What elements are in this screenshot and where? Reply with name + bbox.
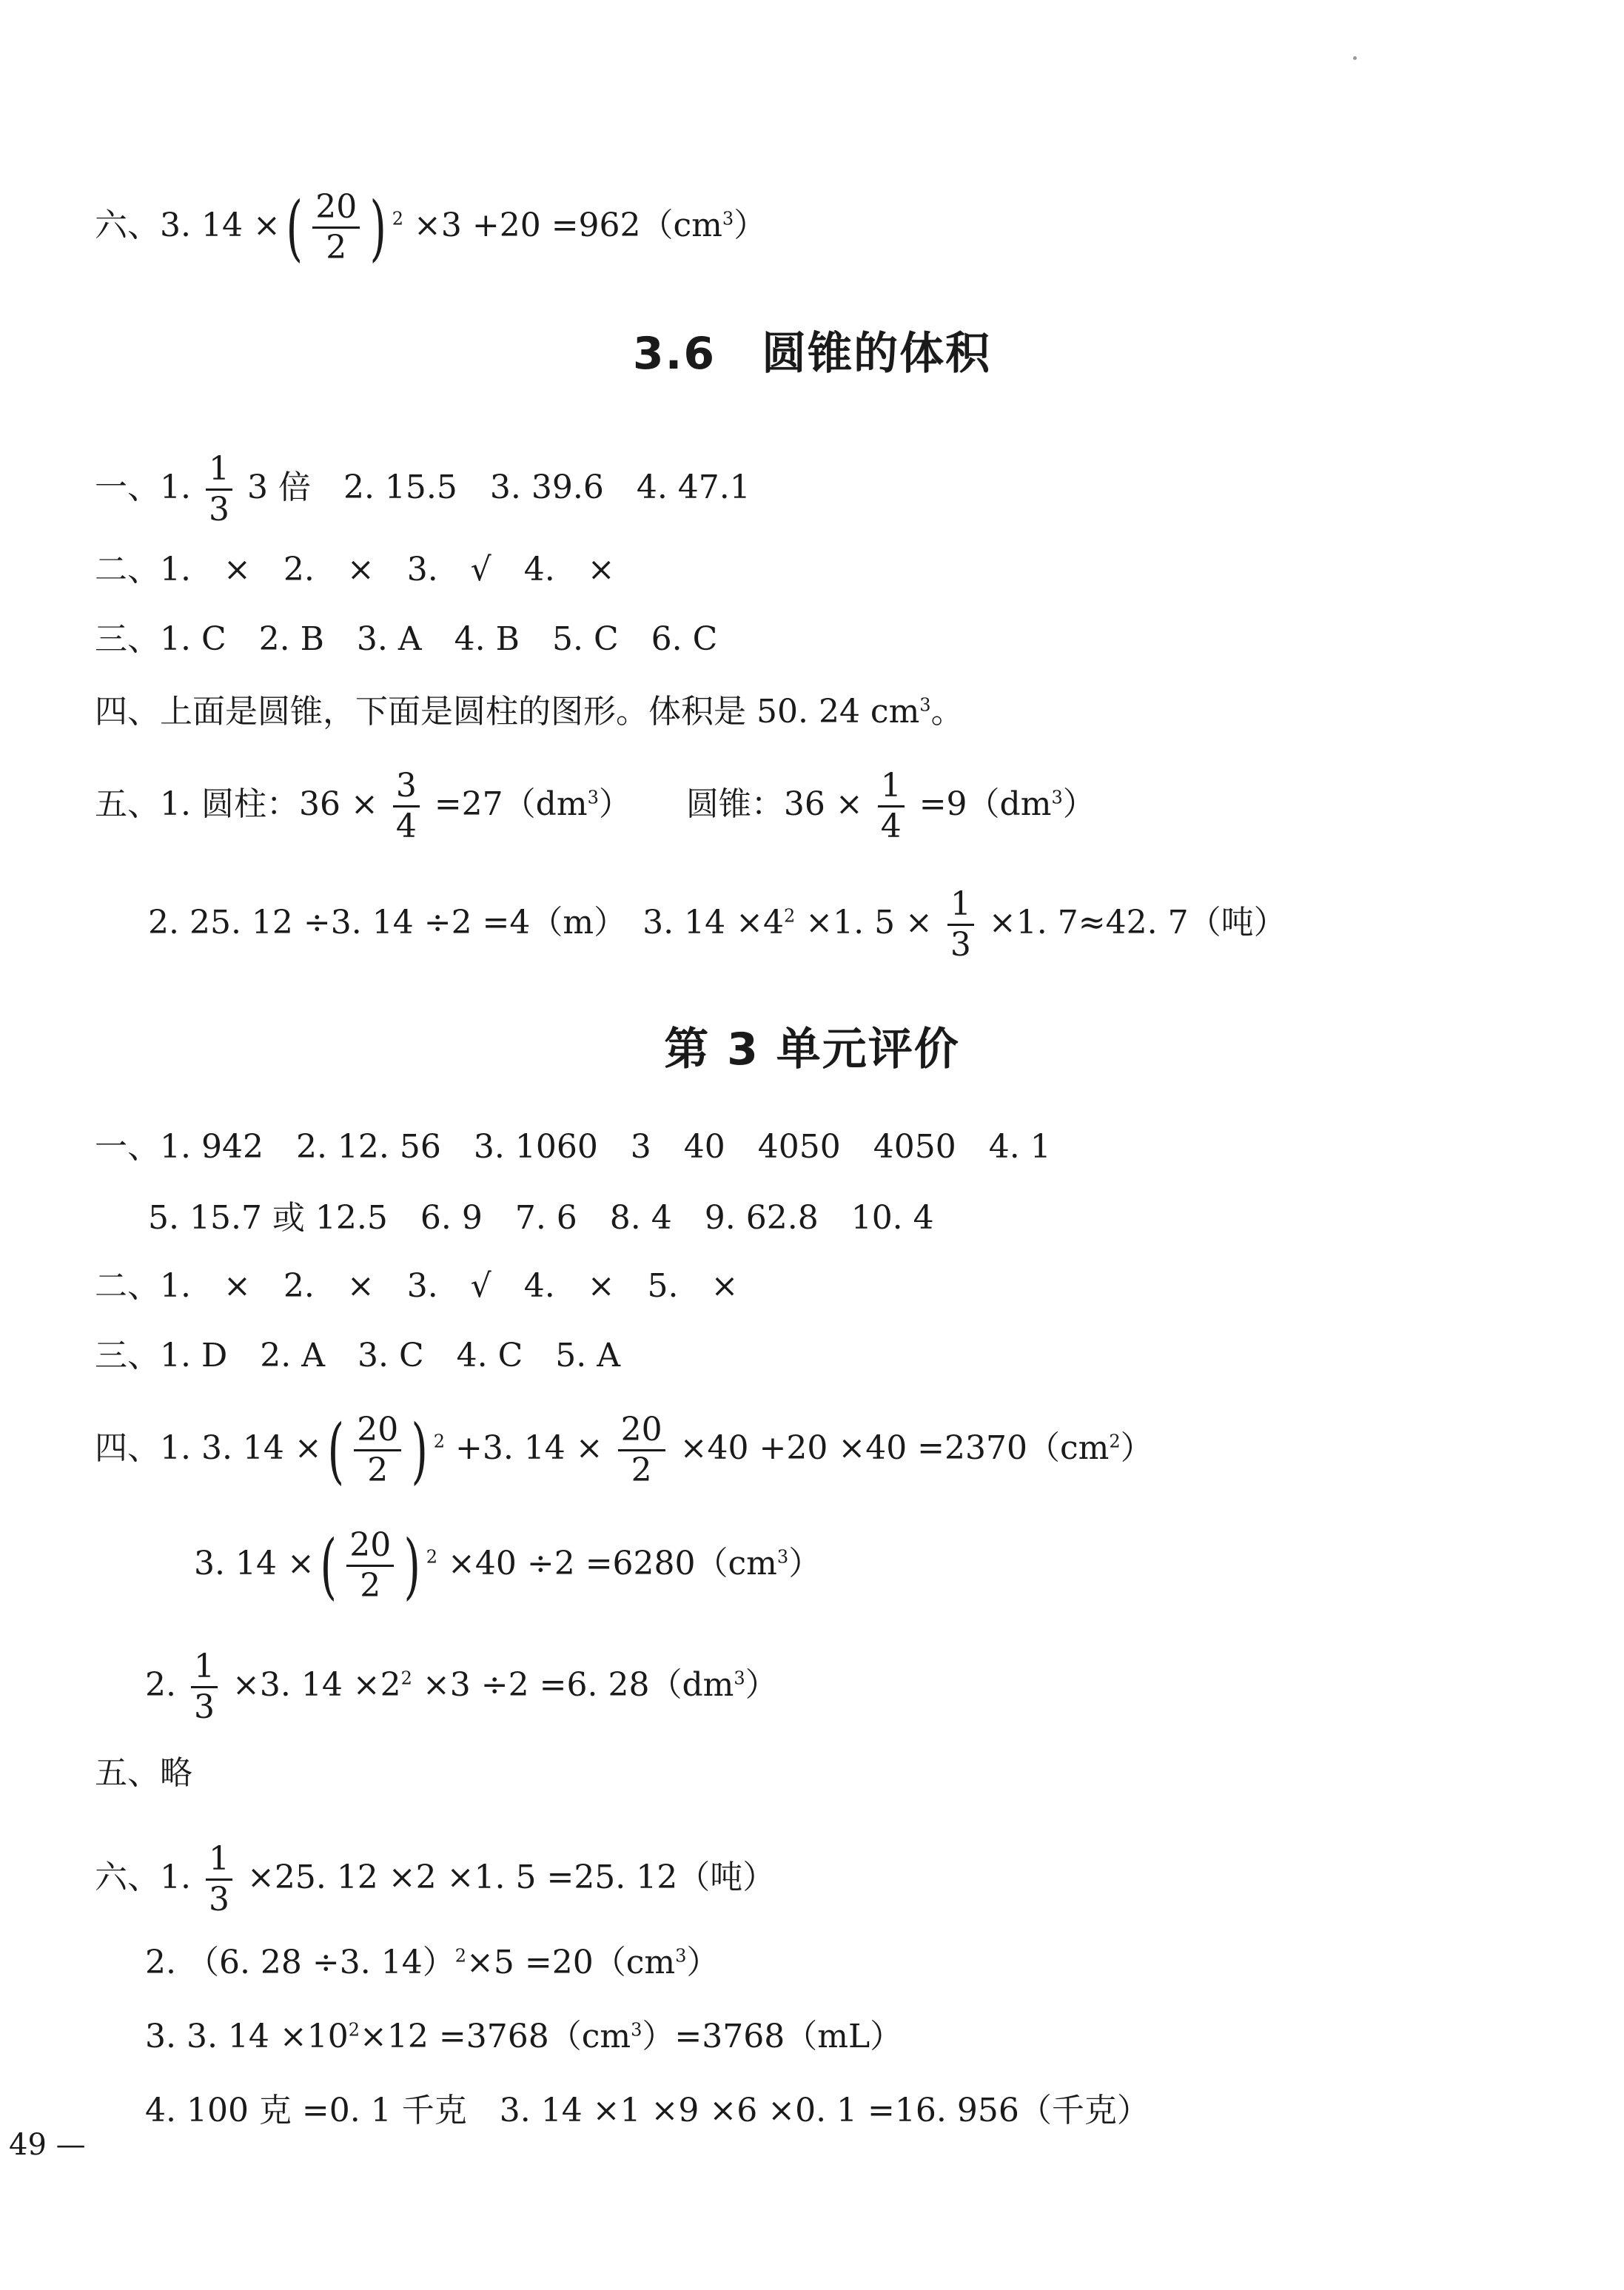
fraction: $\frac{3}{4}$ bbox=[393, 770, 420, 843]
fraction: $\frac{20}{2}$ bbox=[618, 1414, 665, 1487]
s1-line-2: 二、1. × 2. × 3. √ 4. × bbox=[95, 551, 615, 588]
fraction: $\frac{1}{3}$ bbox=[947, 888, 974, 961]
fraction: $\frac{20}{2}$ bbox=[312, 191, 360, 264]
s1-line-1: 一、1. $\frac{1}{3}$ 3 倍 2. 15.5 3. 39.6 4. 47.1 bbox=[95, 450, 751, 528]
s1-line-4: 四、上面是圆锥，下面是圆柱的图形。体积是 50. 24 $cm^3$。 bbox=[95, 693, 964, 731]
s1-line-6: 2. 25. 12 ÷3. 14 ÷2 =4（m） 3. $14 \times 4^2 \times 1$. 5 × $\frac{1}{3}$ ×1. 7≈42. 7（吨） bbox=[148, 885, 1286, 964]
s2-line-8: 五、略 bbox=[95, 1754, 192, 1792]
s2-line-2: 5. 15.7 或 12.5 6. 9 7. 6 8. 4 9. 62.8 10. 4 bbox=[148, 1199, 934, 1237]
fraction: $\frac{20}{2}$ bbox=[354, 1414, 401, 1487]
s2-line-4: 三、1. D 2. A 3. C 4. C 5. A bbox=[95, 1337, 620, 1374]
s2-line-5: 四、1. 3. 14 ×( $\frac{20}{2}$ ) $^2$ +3. 14 × $\frac{20}{2}$ $\times 40 +20 \times 40 =2370(cm^2)$ bbox=[95, 1408, 1153, 1492]
section-title-cone-volume: 3.6 圆锥的体积 bbox=[632, 328, 992, 380]
s2-line-11: 3. 3. $14 \times 10^2\times 12 =3768(cm^3)=3768(mL)$ bbox=[145, 2018, 903, 2055]
page-number: 49 — bbox=[9, 2128, 86, 2162]
fraction: $\frac{1}{4}$ bbox=[878, 770, 905, 843]
s2-line-1: 一、1. 942 2. 12. 56 3. 1060 3 40 4050 4050 4. 1 bbox=[95, 1128, 1051, 1166]
s2-line-12: 4. 100 克 =0. 1 千克 3. 14 ×1 ×9 ×6 ×0. 1 =16. 956（千克） bbox=[145, 2092, 1150, 2129]
fraction: $\frac{20}{2}$ bbox=[346, 1529, 394, 1602]
s1-line-5: 五、1. 圆柱：36 × $\frac{3}{4}$ $=27(dm^3)$ 圆锥：36 × $\frac{1}{4}$ $=9(dm^3)$ bbox=[95, 767, 1095, 845]
s2-line-10: 2. （6. 28 ÷3. $14)^2\times 5 =20(cm^3)$ bbox=[145, 1944, 719, 1981]
s2-line-3: 二、1. × 2. × 3. √ 4. × 5. × bbox=[95, 1267, 739, 1305]
fraction: $\frac{1}{3}$ bbox=[206, 1843, 232, 1916]
fraction: $\frac{1}{3}$ bbox=[206, 453, 232, 526]
s2-line-9: 六、1. $\frac{1}{3}$ ×25. 12 ×2 ×1. 5 =25. 12（吨） bbox=[95, 1840, 776, 1918]
scan-speck bbox=[1353, 56, 1357, 60]
s1-line-3: 三、1. C 2. B 3. A 4. B 5. C 6. C bbox=[95, 620, 718, 658]
answer-line-6: 六、3. 14 ×( $\frac{20}{2}$ ) $^2 \times 3 +20 =962(cm^3)$ bbox=[95, 186, 767, 269]
fraction: $\frac{1}{3}$ bbox=[191, 1651, 218, 1724]
section-title-unit-3-evaluation: 第 3 单元评价 bbox=[664, 1024, 960, 1075]
s2-line-7: 2. $\frac{1}{3}$ ×3. $14 \times 2^2 \times 3 \div 2 =6$. $28(dm^3)$ bbox=[145, 1648, 778, 1726]
s2-line-6: 3. 14 ×( $\frac{20}{2}$ ) $^2 \times 40 \div 2 =6280(cm^3)$ bbox=[194, 1524, 822, 1608]
